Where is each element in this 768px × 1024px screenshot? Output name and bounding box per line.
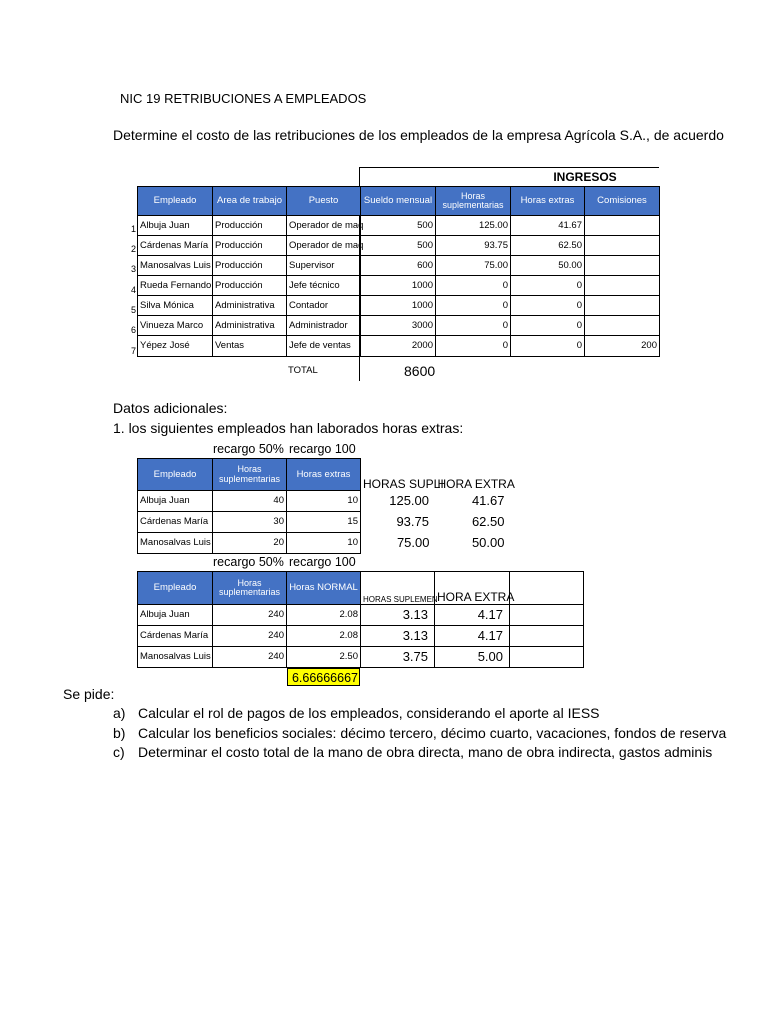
header-horas-supli: HORAS SUPLI xyxy=(363,476,444,491)
cell: 15 xyxy=(287,512,361,533)
normal-header-row xyxy=(138,572,584,605)
cell: Operador de maq xyxy=(287,216,361,236)
cell: 10 xyxy=(287,533,361,554)
cell: 3.75 xyxy=(361,647,435,668)
cell: Albuja Juan xyxy=(138,605,213,626)
header-horas-suplementarias: Horas suplementarias xyxy=(213,459,287,491)
table-row xyxy=(138,316,660,336)
cell: 600 xyxy=(361,256,436,276)
cell: Producción xyxy=(213,256,287,276)
cell xyxy=(585,316,660,336)
overtime-header-row xyxy=(138,459,511,491)
cell: Ventas xyxy=(213,336,287,357)
table-row xyxy=(138,491,511,512)
cell: 240 xyxy=(213,605,287,626)
cell: 3.13 xyxy=(361,626,435,647)
cell: 0 xyxy=(436,296,511,316)
employees-table xyxy=(137,186,660,357)
cell xyxy=(585,296,660,316)
header-comisiones: Comisiones xyxy=(585,187,660,216)
row-number: 6 xyxy=(130,325,136,335)
cell: 75.00 xyxy=(396,535,430,551)
cell: Manosalvas Luis xyxy=(138,533,213,554)
table-row xyxy=(138,236,660,256)
cell: Producción xyxy=(213,276,287,296)
cell xyxy=(585,216,660,236)
cell: Rueda Fernando xyxy=(138,276,213,296)
cell: Vinueza Marco xyxy=(138,316,213,336)
punto-1-text: 1. los siguientes empleados han laborados horas extras: xyxy=(113,420,464,436)
cell: 0 xyxy=(511,276,585,296)
cell: 125.00 xyxy=(389,493,429,509)
table-row xyxy=(138,256,660,276)
cell: 50.00 xyxy=(511,256,585,276)
cell: 240 xyxy=(213,626,287,647)
table-row xyxy=(138,336,660,357)
cell: 93.75 xyxy=(436,236,511,256)
cell: 0 xyxy=(436,276,511,296)
cell: 5.00 xyxy=(435,647,510,668)
cell: Jefe técnico xyxy=(287,276,361,296)
cell: Cárdenas María xyxy=(138,236,213,256)
cell: 50.00 xyxy=(471,535,505,551)
cell xyxy=(585,236,660,256)
task-b-label: b) xyxy=(113,725,126,741)
cell: 41.67 xyxy=(511,216,585,236)
cell: 1000 xyxy=(361,296,436,316)
cell: Albuja Juan xyxy=(138,216,213,236)
ingresos-label: INGRESOS xyxy=(553,170,617,184)
recargo-100-label: recargo 100 xyxy=(289,442,356,456)
task-c-text: Determinar el costo total de la mano de obra directa, mano de obra indirecta, gastos adminis xyxy=(138,744,713,760)
cell xyxy=(585,256,660,276)
cell: 0 xyxy=(511,316,585,336)
document-title: NIC 19 RETRIBUCIONES A EMPLEADOS xyxy=(120,91,367,106)
cell: 62.50 xyxy=(511,236,585,256)
row-number: 4 xyxy=(130,285,136,295)
header-horas-normal: Horas NORMAL xyxy=(287,572,361,605)
cell: Producción xyxy=(213,216,287,236)
cell: 500 xyxy=(361,216,436,236)
recargo-50-label: recargo 50% xyxy=(213,442,284,456)
total-label: TOTAL xyxy=(288,365,318,376)
cell xyxy=(585,276,660,296)
table-row xyxy=(138,296,660,316)
cell: Administrador xyxy=(287,316,361,336)
cell: Producción xyxy=(213,236,287,256)
table-row xyxy=(138,626,584,647)
se-pide-heading: Se pide: xyxy=(63,686,115,702)
table-row xyxy=(138,533,511,554)
cell: 0 xyxy=(511,336,585,357)
normal-hours-table xyxy=(137,571,584,668)
header-sueldo: Sueldo mensual xyxy=(361,187,436,216)
header-hora-extra: HORA EXTRA xyxy=(435,572,510,605)
task-c-label: c) xyxy=(113,744,125,760)
header-empleado: Empleado xyxy=(138,459,213,491)
row-number: 1 xyxy=(130,224,136,234)
datos-adicionales-heading: Datos adicionales: xyxy=(113,400,228,416)
cell: 1000 xyxy=(361,276,436,296)
row-number: 3 xyxy=(130,264,136,274)
cell: Manosalvas Luis xyxy=(138,647,213,668)
cell: 4.17 xyxy=(435,626,510,647)
cell: Administrativa xyxy=(213,316,287,336)
table-row xyxy=(138,605,584,626)
cell: 2.08 xyxy=(287,605,361,626)
cell: Albuja Juan xyxy=(138,491,213,512)
header-empleado: Empleado xyxy=(138,187,213,216)
task-b-text: Calcular los beneficios sociales: décimo tercero, décimo cuarto, vacaciones, fondos de reserva xyxy=(138,725,727,741)
cell: 10 xyxy=(287,491,361,512)
row-number: 2 xyxy=(130,244,136,254)
cell: 30 xyxy=(213,512,287,533)
recargo-100-label: recargo 100 xyxy=(289,555,356,569)
table-row xyxy=(138,512,511,533)
empty-cell xyxy=(510,626,584,647)
cell: 93.75 xyxy=(396,514,429,530)
cell: 20 xyxy=(213,533,287,554)
cell: 75.00 xyxy=(436,256,511,276)
cell: Administrativa xyxy=(213,296,287,316)
cell: Jefe de ventas xyxy=(287,336,361,357)
recargo-50-label: recargo 50% xyxy=(213,555,284,569)
highlighted-value-cell: 6.66666667 xyxy=(287,668,360,686)
cell: Manosalvas Luis xyxy=(138,256,213,276)
cell: 2.50 xyxy=(287,647,361,668)
empty-cell xyxy=(510,572,584,605)
empty-cell xyxy=(510,605,584,626)
overtime-hours-table xyxy=(137,458,515,554)
cell: 125.00 xyxy=(436,216,511,236)
table-row xyxy=(138,647,584,668)
cell: Silva Mónica xyxy=(138,296,213,316)
row-number: 7 xyxy=(130,346,136,356)
cell: Operador de maq xyxy=(287,236,361,256)
intro-text: Determine el costo de las retribuciones de los empleados de la empresa Agrícola S.A., de acuerdo xyxy=(113,127,724,143)
cell: Cárdenas María xyxy=(138,512,213,533)
cell: 3000 xyxy=(361,316,436,336)
cell: 41.67 xyxy=(471,493,505,509)
cell: Cárdenas María xyxy=(138,626,213,647)
table-row xyxy=(138,216,660,236)
header-horas-suplementarias: Horas suplementarias xyxy=(436,187,511,216)
cell: 0 xyxy=(436,336,511,357)
header-hora-extra: HORA EXTRA xyxy=(437,476,515,491)
cell: 500 xyxy=(361,236,436,256)
ingresos-top-border xyxy=(359,167,659,168)
cell: Contador xyxy=(287,296,361,316)
header-horas-extras: Horas extras xyxy=(287,459,361,491)
header-area: Area de trabajo xyxy=(213,187,287,216)
employees-header-row xyxy=(138,187,660,216)
table-row xyxy=(138,276,660,296)
header-puesto: Puesto xyxy=(287,187,361,216)
cell: 2000 xyxy=(361,336,436,357)
cell: 0 xyxy=(511,296,585,316)
cell: 3.13 xyxy=(361,605,435,626)
cell: Supervisor xyxy=(287,256,361,276)
cell: 200 xyxy=(585,336,660,357)
cell: 2.08 xyxy=(287,626,361,647)
row-number: 5 xyxy=(130,305,136,315)
task-a-text: Calcular el rol de pagos de los empleados, considerando el aporte al IESS xyxy=(138,705,600,721)
task-a-label: a) xyxy=(113,705,126,721)
header-horas-suplemen: HORAS SUPLEMEN xyxy=(361,572,435,605)
cell: 240 xyxy=(213,647,287,668)
header-horas-suplementarias: Horas suplementarias xyxy=(213,572,287,605)
header-horas-extras: Horas extras xyxy=(511,187,585,216)
cell: Yépez José xyxy=(138,336,213,357)
cell: 62.50 xyxy=(471,514,505,530)
header-empleado: Empleado xyxy=(138,572,213,605)
empty-cell xyxy=(510,647,584,668)
cell: 40 xyxy=(213,491,287,512)
cell: 0 xyxy=(436,316,511,336)
total-value: 8600 xyxy=(404,363,436,379)
cell: 4.17 xyxy=(435,605,510,626)
